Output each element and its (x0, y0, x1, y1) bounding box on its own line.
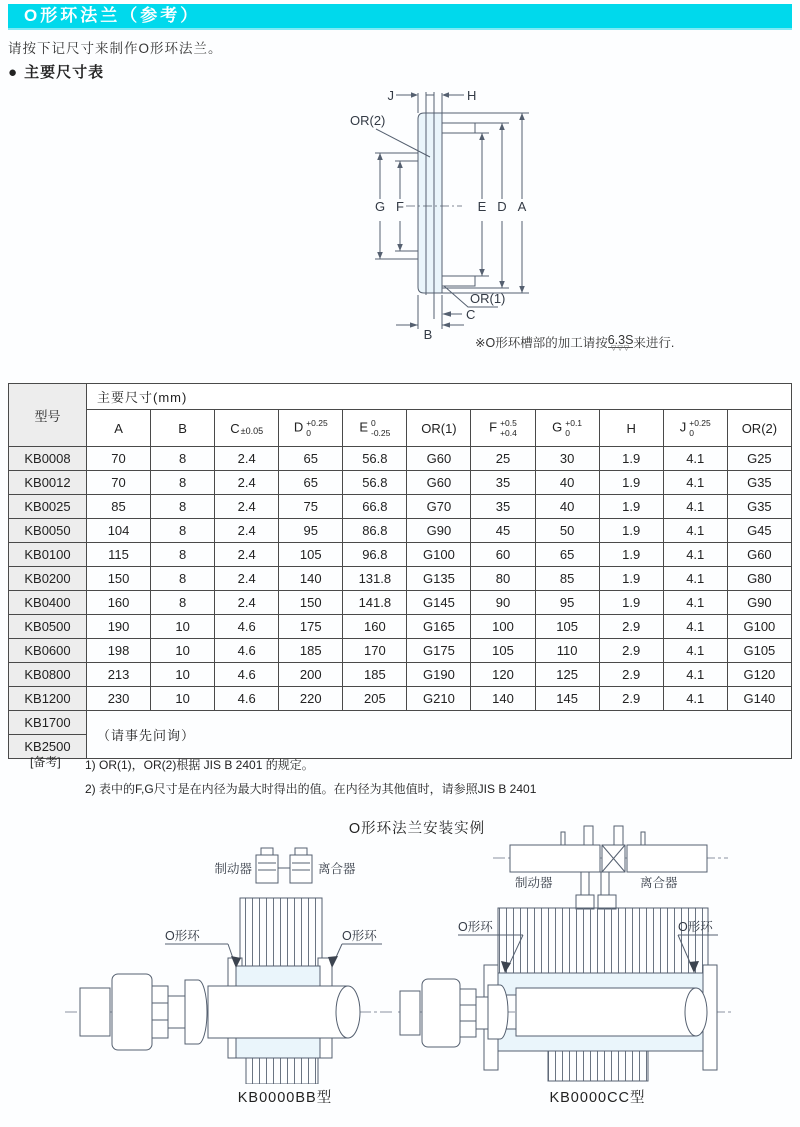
data-cell: 2.4 (215, 495, 279, 519)
data-cell: 56.8 (343, 447, 407, 471)
model-cell: KB0800 (9, 663, 87, 687)
dim-label-b: B (423, 327, 433, 341)
data-cell: 8 (151, 519, 215, 543)
data-cell: G80 (727, 567, 791, 591)
data-cell: 8 (151, 543, 215, 567)
data-cell: G210 (407, 687, 471, 711)
model-column-header: 型号 (9, 384, 87, 447)
clutch-label: 离合器 (318, 862, 356, 876)
data-cell: 10 (151, 687, 215, 711)
oring-label-right: O形环 (678, 920, 713, 934)
data-cell: 1.9 (599, 519, 663, 543)
data-cell: 125 (535, 663, 599, 687)
data-cell: 2.4 (215, 471, 279, 495)
data-cell: 110 (535, 639, 599, 663)
data-cell: 2.9 (599, 687, 663, 711)
data-cell: G35 (727, 495, 791, 519)
column-header-E: E 0 -0.25 (343, 410, 407, 447)
column-header-G: G +0.1 0 (535, 410, 599, 447)
data-cell: 2.4 (215, 543, 279, 567)
model-cell: KB0012 (9, 471, 87, 495)
data-cell: 1.9 (599, 567, 663, 591)
data-cell: 95 (535, 591, 599, 615)
data-cell: 131.8 (343, 567, 407, 591)
data-cell: 115 (87, 543, 151, 567)
column-header-C: C±0.05 (215, 410, 279, 447)
data-cell: 140 (279, 567, 343, 591)
data-cell: 56.8 (343, 471, 407, 495)
remark-item-2: 2) 表中的F,G尺寸是在内径为最大时得出的值。在内径为其他值时，请参照JIS B 2401 (85, 782, 537, 796)
data-cell: 140 (471, 687, 535, 711)
data-cell: 4.1 (663, 495, 727, 519)
data-cell: 1.9 (599, 591, 663, 615)
model-cell: KB0500 (9, 615, 87, 639)
data-cell: 2.9 (599, 639, 663, 663)
table-header-row-2 (9, 410, 792, 447)
data-cell: 100 (471, 615, 535, 639)
data-cell: 4.6 (215, 687, 279, 711)
data-cell: 4.1 (663, 471, 727, 495)
data-cell: G60 (407, 471, 471, 495)
page-title-band (8, 4, 792, 30)
data-cell: 30 (535, 447, 599, 471)
data-cell: 65 (279, 447, 343, 471)
data-cell: 205 (343, 687, 407, 711)
table-row (9, 639, 792, 663)
dim-label-a: A (517, 199, 527, 214)
examples-title: O形环法兰安装实例 (348, 821, 486, 837)
data-cell: 200 (279, 663, 343, 687)
data-cell: 213 (87, 663, 151, 687)
surface-finish-marks-icon: ▽▽▽ (610, 345, 631, 352)
data-cell: 50 (535, 519, 599, 543)
data-cell: 85 (87, 495, 151, 519)
intro-text: 请按下记尺寸来制作O形环法兰。 (8, 41, 223, 56)
data-cell: 96.8 (343, 543, 407, 567)
data-cell: G45 (727, 519, 791, 543)
data-cell: G165 (407, 615, 471, 639)
data-cell: 141.8 (343, 591, 407, 615)
data-cell: 104 (87, 519, 151, 543)
note-prefix: ※O形环槽部的加工请按 (475, 336, 608, 350)
data-cell: 4.1 (663, 519, 727, 543)
brake-label: 制动器 (515, 876, 553, 890)
data-cell: G90 (407, 519, 471, 543)
data-cell: 2.9 (599, 663, 663, 687)
data-cell: G100 (407, 543, 471, 567)
table-row (9, 519, 792, 543)
dim-label-e: E (477, 199, 487, 214)
dimension-table (8, 383, 792, 759)
data-cell: G140 (727, 687, 791, 711)
data-cell: 85 (535, 567, 599, 591)
dim-label-f: F (396, 199, 404, 214)
data-cell: 160 (87, 591, 151, 615)
data-cell: 4.6 (215, 615, 279, 639)
data-cell: G60 (407, 447, 471, 471)
data-cell: G25 (727, 447, 791, 471)
data-cell: 160 (343, 615, 407, 639)
data-cell: 4.1 (663, 639, 727, 663)
data-cell: 66.8 (343, 495, 407, 519)
data-cell: 4.1 (663, 543, 727, 567)
data-cell: 8 (151, 447, 215, 471)
data-cell: 10 (151, 615, 215, 639)
brake-label: 制动器 (214, 862, 252, 876)
data-cell: 10 (151, 639, 215, 663)
data-cell: G135 (407, 567, 471, 591)
data-cell: 4.1 (663, 567, 727, 591)
data-cell: G145 (407, 591, 471, 615)
model-cell: KB0200 (9, 567, 87, 591)
data-cell: 145 (535, 687, 599, 711)
data-cell: 4.1 (663, 615, 727, 639)
dim-label-h: H (467, 88, 477, 103)
data-cell: 95 (279, 519, 343, 543)
data-cell: 105 (279, 543, 343, 567)
table-row (9, 543, 792, 567)
data-cell: 4.1 (663, 591, 727, 615)
model-cell: KB0400 (9, 591, 87, 615)
bullet-icon: ● (8, 64, 19, 81)
table-row (9, 471, 792, 495)
model-cell: KB0600 (9, 639, 87, 663)
remark-item-1: 1) OR(1)，OR(2)根据 JIS B 2401 的规定。 (85, 758, 314, 772)
data-cell: 80 (471, 567, 535, 591)
table-row (9, 663, 792, 687)
data-cell: 220 (279, 687, 343, 711)
dim-label-d: D (497, 199, 507, 214)
table-header-row-1 (9, 384, 792, 410)
data-cell: 105 (535, 615, 599, 639)
model-cell: KB0008 (9, 447, 87, 471)
data-cell: 185 (279, 639, 343, 663)
column-header-A: A (87, 410, 151, 447)
data-cell: 1.9 (599, 495, 663, 519)
column-header-J: J +0.25 0 (663, 410, 727, 447)
model-cell: KB1200 (9, 687, 87, 711)
data-cell: 150 (279, 591, 343, 615)
data-cell: 1.9 (599, 471, 663, 495)
data-cell: 4.1 (663, 687, 727, 711)
table-row (9, 687, 792, 711)
data-cell: 1.9 (599, 447, 663, 471)
model-cell: KB0100 (9, 543, 87, 567)
data-cell: 90 (471, 591, 535, 615)
data-cell: 10 (151, 663, 215, 687)
data-cell: 8 (151, 471, 215, 495)
data-cell: 4.6 (215, 639, 279, 663)
column-header-B: B (151, 410, 215, 447)
data-cell: 1.9 (599, 543, 663, 567)
drawing-caption-bb: KB0000BB型 (237, 1090, 333, 1106)
data-cell: 70 (87, 471, 151, 495)
data-cell: 185 (343, 663, 407, 687)
machining-note (475, 333, 674, 351)
data-cell: 60 (471, 543, 535, 567)
data-cell: 198 (87, 639, 151, 663)
dim-label-g: G (374, 199, 386, 214)
note-suffix: 来进行. (633, 336, 675, 350)
data-cell: 190 (87, 615, 151, 639)
inquiry-note-cell: （请事先问询） (87, 711, 792, 759)
data-cell: 65 (535, 543, 599, 567)
table-row (9, 711, 792, 735)
data-cell: 4.6 (215, 663, 279, 687)
data-cell: 4.1 (663, 447, 727, 471)
column-header-D: D +0.25 0 (279, 410, 343, 447)
data-cell: G35 (727, 471, 791, 495)
data-cell: 175 (279, 615, 343, 639)
data-cell: 40 (535, 471, 599, 495)
data-cell: G175 (407, 639, 471, 663)
data-cell: 2.4 (215, 447, 279, 471)
data-cell: 86.8 (343, 519, 407, 543)
clutch-label: 离合器 (640, 876, 678, 890)
oring-label-left: O形环 (458, 920, 493, 934)
dim-label-j: J (387, 88, 394, 103)
column-header-F: F +0.5 +0.4 (471, 410, 535, 447)
column-header-OR(1): OR(1) (407, 410, 471, 447)
data-cell: 170 (343, 639, 407, 663)
flange-cross-section-diagram (340, 83, 550, 341)
section-title: 主要尺寸表 (24, 64, 105, 81)
data-cell: 8 (151, 495, 215, 519)
data-cell: 70 (87, 447, 151, 471)
data-cell: 8 (151, 591, 215, 615)
data-cell: 45 (471, 519, 535, 543)
remarks-label: [备考] (30, 755, 61, 769)
data-cell: G100 (727, 615, 791, 639)
data-cell: 120 (471, 663, 535, 687)
data-cell: 8 (151, 567, 215, 591)
data-cell: 105 (471, 639, 535, 663)
data-cell: 150 (87, 567, 151, 591)
page-title: O形环法兰（参考） (24, 6, 201, 25)
dim-label-or2: OR(2) (350, 113, 386, 128)
data-cell: 65 (279, 471, 343, 495)
oring-label-right: O形环 (342, 929, 377, 943)
oring-label-left: O形环 (165, 929, 200, 943)
table-row (9, 567, 792, 591)
data-cell: 2.4 (215, 591, 279, 615)
model-cell: KB0050 (9, 519, 87, 543)
remarks-block (30, 753, 536, 801)
dim-label-or1: OR(1) (470, 291, 506, 306)
data-cell: 40 (535, 495, 599, 519)
data-cell: G70 (407, 495, 471, 519)
drawing-caption-cc: KB0000CC型 (549, 1090, 646, 1106)
model-cell: KB1700 (9, 711, 87, 735)
table-row (9, 447, 792, 471)
data-cell: 75 (279, 495, 343, 519)
section-header (8, 61, 104, 82)
data-cell: G60 (727, 543, 791, 567)
installation-drawing-bb (60, 840, 400, 1084)
data-cell: 2.4 (215, 567, 279, 591)
data-cell: 35 (471, 471, 535, 495)
column-header-H: H (599, 410, 663, 447)
data-cell: 35 (471, 495, 535, 519)
dim-label-c: C (466, 307, 476, 322)
data-cell: G90 (727, 591, 791, 615)
data-cell: 25 (471, 447, 535, 471)
table-row (9, 495, 792, 519)
data-cell: 230 (87, 687, 151, 711)
column-header-OR(2): OR(2) (727, 410, 791, 447)
table-row (9, 591, 792, 615)
main-dimensions-header: 主要尺寸(mm) (87, 384, 792, 410)
data-cell: 4.1 (663, 663, 727, 687)
data-cell: G105 (727, 639, 791, 663)
model-cell: KB0025 (9, 495, 87, 519)
installation-drawing-cc (398, 823, 743, 1084)
model-cell: KB2500 (9, 735, 87, 759)
data-cell: 2.4 (215, 519, 279, 543)
surface-finish-value: 6.3S (607, 333, 634, 347)
data-cell: G190 (407, 663, 471, 687)
data-cell: G120 (727, 663, 791, 687)
data-cell: 2.9 (599, 615, 663, 639)
table-row (9, 615, 792, 639)
